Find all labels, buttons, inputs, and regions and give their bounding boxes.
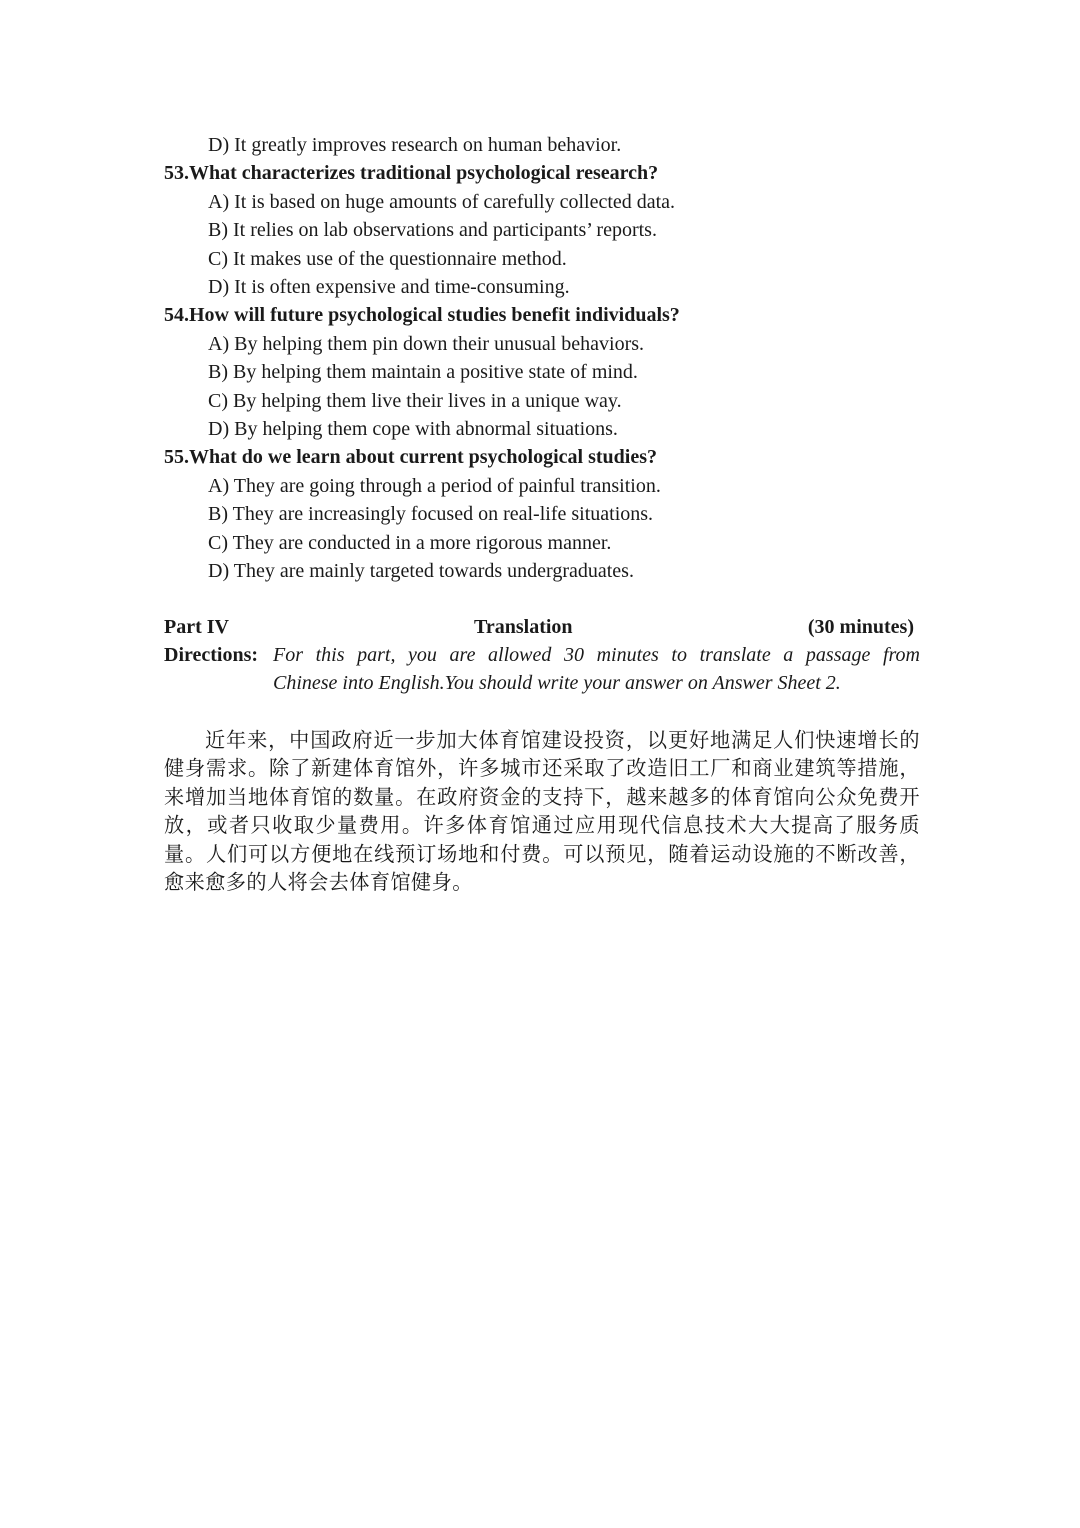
- part-header: [164, 613, 920, 641]
- option-d: D) By helping them cope with abnormal situations.: [208, 418, 618, 441]
- translation-passage: 近年来，中国政府近一步加大体育馆建设投资，以更好地满足人们快速增长的健身需求。除了新建体育馆外，许多城市还采取了改造旧工厂和商业建筑等措施，来增加当地体育馆的数量。在政府资金的支持下，越来越多的体育馆向公众免费开放，或者只收取少量费用。许多体育馆通过应用现代信息技术大大提高了服务质量。人们可以方便地在线预订场地和付费。可以预见，随着运动设施的不断改善，愈来愈多的人将会去体育馆健身。: [164, 727, 920, 895]
- option-d: D) It is often expensive and time-consuming.: [208, 276, 570, 299]
- question-54: [164, 301, 920, 443]
- directions-line-2: Chinese into English.You should write your answer on Answer Sheet 2.: [273, 672, 841, 695]
- option-b: B) It relies on lab observations and participants’ reports.: [208, 219, 657, 242]
- question-stem: 53.What characterizes traditional psychological research?: [164, 162, 659, 185]
- question-stem: 54.How will future psychological studies benefit individuals?: [164, 304, 680, 327]
- directions-text: [164, 641, 920, 698]
- directions: [164, 641, 920, 698]
- question-55: [164, 443, 920, 585]
- exam-page: [164, 131, 920, 897]
- option-a: A) By helping them pin down their unusual behaviors.: [208, 332, 645, 355]
- option-52-d: D) It greatly improves research on human behavior.: [208, 134, 622, 156]
- option-c: C) It makes use of the questionnaire method.: [208, 247, 567, 270]
- directions-label: Directions:: [164, 643, 259, 666]
- part-title: Translation: [474, 615, 573, 638]
- question-53: [164, 159, 920, 301]
- part-time: (30 minutes): [807, 615, 914, 638]
- question-stem: 55.What do we learn about current psychological studies?: [164, 446, 657, 469]
- option-a: A) They are going through a period of painful transition.: [208, 474, 661, 497]
- option-b: B) By helping them maintain a positive state of mind.: [208, 361, 638, 384]
- part-number: Part IV: [164, 615, 229, 638]
- option-a: A) It is based on huge amounts of carefully collected data.: [208, 190, 676, 213]
- option-c: C) By helping them live their lives in a unique way.: [208, 389, 622, 412]
- directions-line-1: For this part, you are allowed 30 minutes to translate a passage from: [273, 643, 920, 666]
- option-c: C) They are conducted in a more rigorous manner.: [208, 531, 612, 554]
- option-d: D) They are mainly targeted towards undergraduates.: [208, 560, 634, 583]
- option-b: B) They are increasingly focused on real-life situations.: [208, 503, 654, 526]
